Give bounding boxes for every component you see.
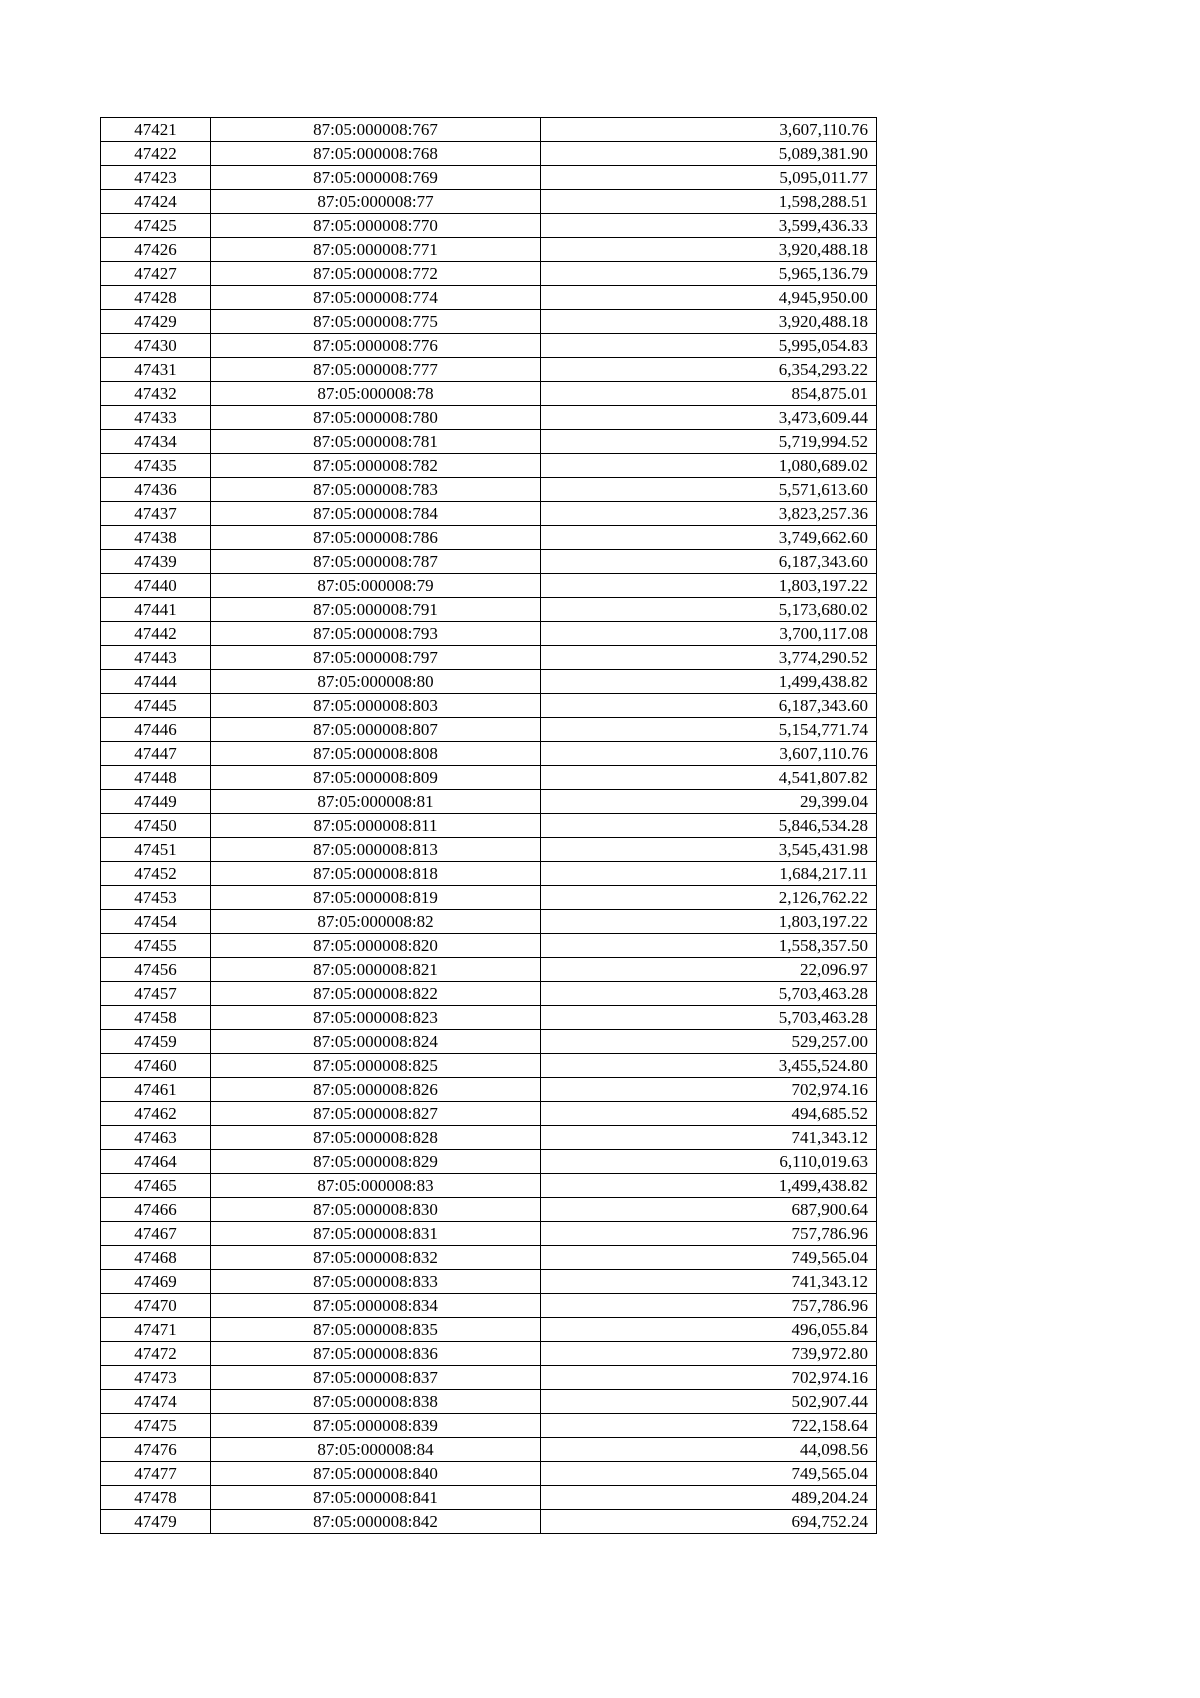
table-body [101, 118, 877, 1534]
table-row [101, 646, 877, 670]
cadastral-number-cell: 87:05:000008:79 [211, 574, 541, 598]
cadastral-number-cell: 87:05:000008:780 [211, 406, 541, 430]
value-cell: 6,187,343.60 [541, 694, 877, 718]
cadastral-number-cell: 87:05:000008:78 [211, 382, 541, 406]
table-row [101, 166, 877, 190]
table-row [101, 382, 877, 406]
table-row [101, 766, 877, 790]
row-number-cell: 47448 [101, 766, 211, 790]
value-cell: 22,096.97 [541, 958, 877, 982]
table-row [101, 118, 877, 142]
cadastral-number-cell: 87:05:000008:791 [211, 598, 541, 622]
table-row [101, 838, 877, 862]
cadastral-number-cell: 87:05:000008:825 [211, 1054, 541, 1078]
row-number-cell: 47475 [101, 1414, 211, 1438]
table-row [101, 190, 877, 214]
cadastral-number-cell: 87:05:000008:774 [211, 286, 541, 310]
row-number-cell: 47440 [101, 574, 211, 598]
cadastral-value-table [100, 117, 877, 1534]
row-number-cell: 47451 [101, 838, 211, 862]
value-cell: 749,565.04 [541, 1462, 877, 1486]
value-cell: 3,545,431.98 [541, 838, 877, 862]
value-cell: 496,055.84 [541, 1318, 877, 1342]
table-row [101, 670, 877, 694]
row-number-cell: 47446 [101, 718, 211, 742]
cadastral-number-cell: 87:05:000008:831 [211, 1222, 541, 1246]
cadastral-number-cell: 87:05:000008:829 [211, 1150, 541, 1174]
cadastral-number-cell: 87:05:000008:842 [211, 1510, 541, 1534]
cadastral-number-cell: 87:05:000008:767 [211, 118, 541, 142]
cadastral-number-cell: 87:05:000008:784 [211, 502, 541, 526]
value-cell: 3,774,290.52 [541, 646, 877, 670]
row-number-cell: 47464 [101, 1150, 211, 1174]
table-row [101, 1318, 877, 1342]
row-number-cell: 47423 [101, 166, 211, 190]
cadastral-number-cell: 87:05:000008:826 [211, 1078, 541, 1102]
table-row [101, 502, 877, 526]
table-row [101, 814, 877, 838]
table-row [101, 1462, 877, 1486]
table-row [101, 1246, 877, 1270]
cadastral-number-cell: 87:05:000008:833 [211, 1270, 541, 1294]
table-row [101, 742, 877, 766]
table-row [101, 1030, 877, 1054]
cadastral-number-cell: 87:05:000008:839 [211, 1414, 541, 1438]
table-row [101, 478, 877, 502]
cadastral-number-cell: 87:05:000008:835 [211, 1318, 541, 1342]
table-row [101, 358, 877, 382]
row-number-cell: 47438 [101, 526, 211, 550]
table-row [101, 1150, 877, 1174]
value-cell: 757,786.96 [541, 1294, 877, 1318]
row-number-cell: 47473 [101, 1366, 211, 1390]
value-cell: 739,972.80 [541, 1342, 877, 1366]
cadastral-number-cell: 87:05:000008:841 [211, 1486, 541, 1510]
value-cell: 502,907.44 [541, 1390, 877, 1414]
table-row [101, 790, 877, 814]
cadastral-number-cell: 87:05:000008:811 [211, 814, 541, 838]
value-cell: 741,343.12 [541, 1126, 877, 1150]
row-number-cell: 47433 [101, 406, 211, 430]
row-number-cell: 47437 [101, 502, 211, 526]
cadastral-number-cell: 87:05:000008:838 [211, 1390, 541, 1414]
row-number-cell: 47468 [101, 1246, 211, 1270]
row-number-cell: 47474 [101, 1390, 211, 1414]
table-row [101, 1438, 877, 1462]
value-cell: 757,786.96 [541, 1222, 877, 1246]
value-cell: 5,995,054.83 [541, 334, 877, 358]
table-row [101, 334, 877, 358]
cadastral-number-cell: 87:05:000008:824 [211, 1030, 541, 1054]
cadastral-number-cell: 87:05:000008:783 [211, 478, 541, 502]
table-row [101, 286, 877, 310]
table-row [101, 886, 877, 910]
table-row [101, 574, 877, 598]
value-cell: 6,187,343.60 [541, 550, 877, 574]
row-number-cell: 47442 [101, 622, 211, 646]
row-number-cell: 47456 [101, 958, 211, 982]
table-row [101, 142, 877, 166]
table-row [101, 1006, 877, 1030]
value-cell: 29,399.04 [541, 790, 877, 814]
row-number-cell: 47461 [101, 1078, 211, 1102]
value-cell: 4,541,807.82 [541, 766, 877, 790]
row-number-cell: 47465 [101, 1174, 211, 1198]
value-cell: 694,752.24 [541, 1510, 877, 1534]
value-cell: 854,875.01 [541, 382, 877, 406]
table-row [101, 982, 877, 1006]
row-number-cell: 47431 [101, 358, 211, 382]
table-row [101, 694, 877, 718]
value-cell: 5,846,534.28 [541, 814, 877, 838]
value-cell: 5,703,463.28 [541, 982, 877, 1006]
row-number-cell: 47422 [101, 142, 211, 166]
table-row [101, 526, 877, 550]
row-number-cell: 47469 [101, 1270, 211, 1294]
value-cell: 3,749,662.60 [541, 526, 877, 550]
value-cell: 5,703,463.28 [541, 1006, 877, 1030]
cadastral-number-cell: 87:05:000008:808 [211, 742, 541, 766]
value-cell: 4,945,950.00 [541, 286, 877, 310]
row-number-cell: 47426 [101, 238, 211, 262]
value-cell: 5,154,771.74 [541, 718, 877, 742]
row-number-cell: 47424 [101, 190, 211, 214]
cadastral-number-cell: 87:05:000008:769 [211, 166, 541, 190]
value-cell: 529,257.00 [541, 1030, 877, 1054]
row-number-cell: 47450 [101, 814, 211, 838]
value-cell: 3,599,436.33 [541, 214, 877, 238]
table-row [101, 1510, 877, 1534]
value-cell: 494,685.52 [541, 1102, 877, 1126]
value-cell: 702,974.16 [541, 1366, 877, 1390]
table-row [101, 430, 877, 454]
row-number-cell: 47471 [101, 1318, 211, 1342]
value-cell: 5,173,680.02 [541, 598, 877, 622]
cadastral-number-cell: 87:05:000008:819 [211, 886, 541, 910]
row-number-cell: 47449 [101, 790, 211, 814]
table-row [101, 1294, 877, 1318]
value-cell: 3,455,524.80 [541, 1054, 877, 1078]
cadastral-number-cell: 87:05:000008:836 [211, 1342, 541, 1366]
cadastral-number-cell: 87:05:000008:827 [211, 1102, 541, 1126]
row-number-cell: 47441 [101, 598, 211, 622]
row-number-cell: 47454 [101, 910, 211, 934]
table-row [101, 862, 877, 886]
row-number-cell: 47445 [101, 694, 211, 718]
row-number-cell: 47447 [101, 742, 211, 766]
value-cell: 1,499,438.82 [541, 1174, 877, 1198]
table-row [101, 1222, 877, 1246]
table-row [101, 1102, 877, 1126]
cadastral-number-cell: 87:05:000008:787 [211, 550, 541, 574]
value-cell: 1,684,217.11 [541, 862, 877, 886]
table-row [101, 934, 877, 958]
row-number-cell: 47434 [101, 430, 211, 454]
row-number-cell: 47428 [101, 286, 211, 310]
row-number-cell: 47477 [101, 1462, 211, 1486]
cadastral-number-cell: 87:05:000008:813 [211, 838, 541, 862]
row-number-cell: 47472 [101, 1342, 211, 1366]
value-cell: 5,571,613.60 [541, 478, 877, 502]
cadastral-number-cell: 87:05:000008:781 [211, 430, 541, 454]
table-row [101, 1270, 877, 1294]
table-row [101, 406, 877, 430]
cadastral-number-cell: 87:05:000008:837 [211, 1366, 541, 1390]
value-cell: 702,974.16 [541, 1078, 877, 1102]
value-cell: 5,095,011.77 [541, 166, 877, 190]
value-cell: 3,920,488.18 [541, 238, 877, 262]
cadastral-number-cell: 87:05:000008:786 [211, 526, 541, 550]
cadastral-number-cell: 87:05:000008:830 [211, 1198, 541, 1222]
row-number-cell: 47458 [101, 1006, 211, 1030]
table-row [101, 310, 877, 334]
value-cell: 5,089,381.90 [541, 142, 877, 166]
value-cell: 6,354,293.22 [541, 358, 877, 382]
value-cell: 3,607,110.76 [541, 118, 877, 142]
table-row [101, 1366, 877, 1390]
row-number-cell: 47430 [101, 334, 211, 358]
row-number-cell: 47452 [101, 862, 211, 886]
value-cell: 3,700,117.08 [541, 622, 877, 646]
value-cell: 741,343.12 [541, 1270, 877, 1294]
table-row [101, 622, 877, 646]
table-row [101, 910, 877, 934]
table-row [101, 214, 877, 238]
cadastral-number-cell: 87:05:000008:84 [211, 1438, 541, 1462]
cadastral-number-cell: 87:05:000008:772 [211, 262, 541, 286]
row-number-cell: 47453 [101, 886, 211, 910]
table-row [101, 1078, 877, 1102]
table-row [101, 1126, 877, 1150]
value-cell: 2,126,762.22 [541, 886, 877, 910]
value-cell: 44,098.56 [541, 1438, 877, 1462]
value-cell: 1,598,288.51 [541, 190, 877, 214]
table-row [101, 262, 877, 286]
cadastral-number-cell: 87:05:000008:807 [211, 718, 541, 742]
row-number-cell: 47432 [101, 382, 211, 406]
table-row [101, 718, 877, 742]
value-cell: 489,204.24 [541, 1486, 877, 1510]
cadastral-number-cell: 87:05:000008:809 [211, 766, 541, 790]
row-number-cell: 47476 [101, 1438, 211, 1462]
cadastral-number-cell: 87:05:000008:776 [211, 334, 541, 358]
value-cell: 6,110,019.63 [541, 1150, 877, 1174]
row-number-cell: 47463 [101, 1126, 211, 1150]
cadastral-number-cell: 87:05:000008:797 [211, 646, 541, 670]
cadastral-number-cell: 87:05:000008:840 [211, 1462, 541, 1486]
row-number-cell: 47462 [101, 1102, 211, 1126]
cadastral-number-cell: 87:05:000008:771 [211, 238, 541, 262]
row-number-cell: 47459 [101, 1030, 211, 1054]
table-row [101, 238, 877, 262]
row-number-cell: 47466 [101, 1198, 211, 1222]
table-row [101, 550, 877, 574]
value-cell: 1,803,197.22 [541, 574, 877, 598]
row-number-cell: 47427 [101, 262, 211, 286]
row-number-cell: 47421 [101, 118, 211, 142]
value-cell: 1,803,197.22 [541, 910, 877, 934]
table-row [101, 1342, 877, 1366]
row-number-cell: 47435 [101, 454, 211, 478]
value-cell: 3,823,257.36 [541, 502, 877, 526]
value-cell: 1,080,689.02 [541, 454, 877, 478]
value-cell: 3,920,488.18 [541, 310, 877, 334]
cadastral-number-cell: 87:05:000008:822 [211, 982, 541, 1006]
cadastral-number-cell: 87:05:000008:828 [211, 1126, 541, 1150]
cadastral-number-cell: 87:05:000008:777 [211, 358, 541, 382]
value-cell: 3,473,609.44 [541, 406, 877, 430]
row-number-cell: 47478 [101, 1486, 211, 1510]
cadastral-number-cell: 87:05:000008:821 [211, 958, 541, 982]
value-cell: 687,900.64 [541, 1198, 877, 1222]
value-cell: 1,499,438.82 [541, 670, 877, 694]
cadastral-number-cell: 87:05:000008:834 [211, 1294, 541, 1318]
value-cell: 5,719,994.52 [541, 430, 877, 454]
value-cell: 749,565.04 [541, 1246, 877, 1270]
cadastral-number-cell: 87:05:000008:818 [211, 862, 541, 886]
cadastral-number-cell: 87:05:000008:83 [211, 1174, 541, 1198]
cadastral-number-cell: 87:05:000008:775 [211, 310, 541, 334]
value-cell: 5,965,136.79 [541, 262, 877, 286]
cadastral-number-cell: 87:05:000008:823 [211, 1006, 541, 1030]
row-number-cell: 47444 [101, 670, 211, 694]
table-row [101, 1198, 877, 1222]
row-number-cell: 47439 [101, 550, 211, 574]
table-row [101, 1054, 877, 1078]
table-row [101, 1390, 877, 1414]
table-row [101, 958, 877, 982]
row-number-cell: 47436 [101, 478, 211, 502]
cadastral-number-cell: 87:05:000008:782 [211, 454, 541, 478]
cadastral-number-cell: 87:05:000008:81 [211, 790, 541, 814]
cadastral-number-cell: 87:05:000008:820 [211, 934, 541, 958]
table-row [101, 1174, 877, 1198]
row-number-cell: 47479 [101, 1510, 211, 1534]
row-number-cell: 47467 [101, 1222, 211, 1246]
table-row [101, 1414, 877, 1438]
cadastral-number-cell: 87:05:000008:77 [211, 190, 541, 214]
row-number-cell: 47470 [101, 1294, 211, 1318]
cadastral-number-cell: 87:05:000008:770 [211, 214, 541, 238]
value-cell: 1,558,357.50 [541, 934, 877, 958]
row-number-cell: 47460 [101, 1054, 211, 1078]
table-row [101, 454, 877, 478]
cadastral-number-cell: 87:05:000008:793 [211, 622, 541, 646]
cadastral-number-cell: 87:05:000008:768 [211, 142, 541, 166]
row-number-cell: 47457 [101, 982, 211, 1006]
row-number-cell: 47443 [101, 646, 211, 670]
cadastral-number-cell: 87:05:000008:80 [211, 670, 541, 694]
table-row [101, 1486, 877, 1510]
row-number-cell: 47455 [101, 934, 211, 958]
row-number-cell: 47429 [101, 310, 211, 334]
cadastral-number-cell: 87:05:000008:803 [211, 694, 541, 718]
cadastral-number-cell: 87:05:000008:82 [211, 910, 541, 934]
cadastral-number-cell: 87:05:000008:832 [211, 1246, 541, 1270]
value-cell: 3,607,110.76 [541, 742, 877, 766]
row-number-cell: 47425 [101, 214, 211, 238]
table-row [101, 598, 877, 622]
value-cell: 722,158.64 [541, 1414, 877, 1438]
